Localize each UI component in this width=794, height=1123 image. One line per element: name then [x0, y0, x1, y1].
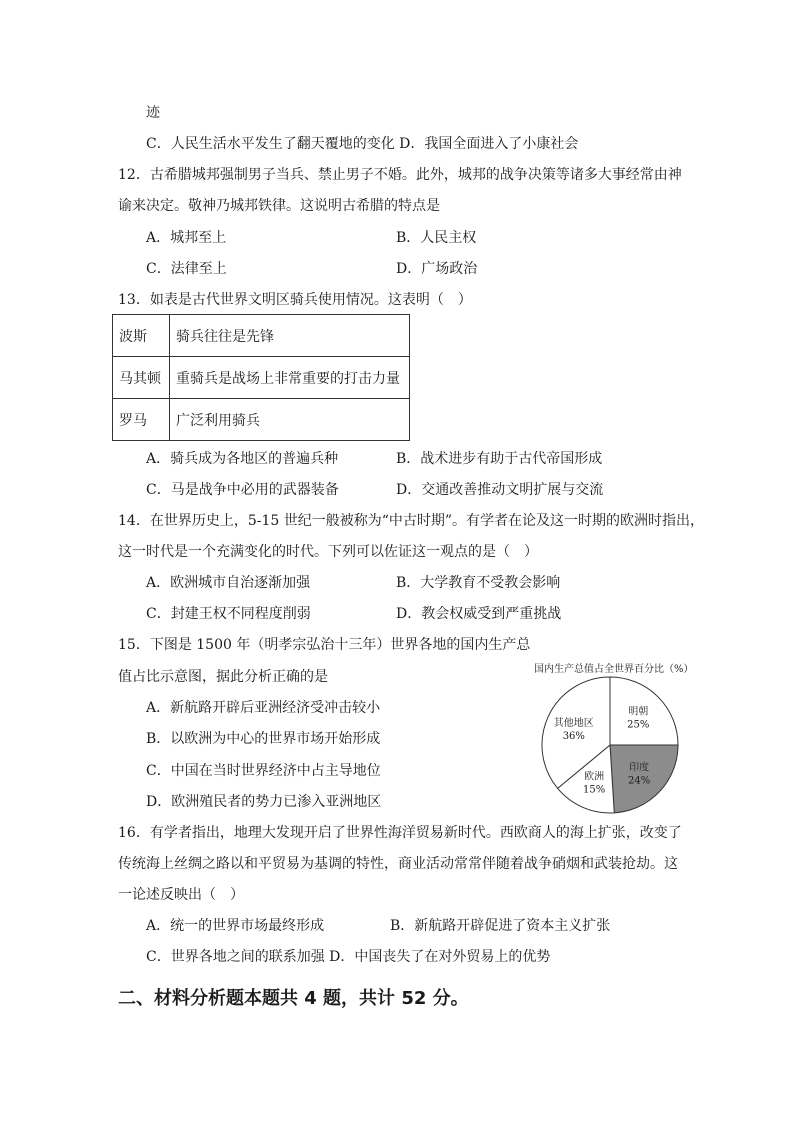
q15-option-a: A．新航路开辟后亚洲经济受冲击较小: [146, 700, 381, 716]
table-row: [113, 315, 410, 357]
q16-option-a: A．统一的世界市场最终形成: [146, 918, 325, 934]
q12-stem-line2: 谕来决定。敬神乃城邦铁律。这说明古希腊的特点是: [118, 198, 440, 214]
pie-slice-label: 明朝: [628, 706, 649, 718]
q12-option-b: B．人民主权: [396, 230, 477, 246]
q12-option-a: A．城邦至上: [146, 230, 227, 246]
q13-option-d: D．交通改善推动文明扩展与交流: [396, 482, 604, 498]
q14-stem-line2: 这一时代是一个充满变化的时代。下列可以佐证这一观点的是（ ）: [118, 544, 538, 560]
q14-stem-line1: 14．在世界历史上，5-15 世纪一般被称为“中古时期”。有学者在论及这一时期的欧洲时指出，: [118, 513, 705, 529]
q15-stem-line2: 值占比示意图，据此分析正确的是: [118, 669, 328, 685]
q15-stem-line1: 15．下图是 1500 年（明孝宗弘治十三年）世界各地的国内生产总: [118, 637, 531, 653]
table-cell-desc: 骑兵往往是先锋: [170, 315, 410, 357]
pie-slice-label: 欧洲: [584, 771, 605, 783]
pie-slice-value: 24%: [628, 775, 651, 787]
q13-option-c: C．马是战争中必用的武器装备: [146, 482, 339, 498]
table-row: [113, 399, 410, 441]
q15-option-c: C．中国在当时世界经济中占主导地位: [146, 763, 381, 779]
q15-option-d: D．欧洲殖民者的势力已渗入亚洲地区: [146, 794, 382, 810]
q12-stem-line1: 12．古希腊城邦强制男子当兵、禁止男子不婚。此外，城邦的战争决策等诸多大事经常由神: [118, 167, 682, 183]
q11-options-cd: C．人民生活水平发生了翻天覆地的变化 D．我国全面进入了小康社会: [146, 136, 579, 152]
gdp-pie-chart: [540, 675, 680, 815]
table-cell-region: 罗马: [113, 399, 170, 441]
chart-title: 国内生产总值占全世界百分比（%）: [534, 664, 694, 675]
q14-option-a: A．欧洲城市自治逐渐加强: [146, 575, 311, 591]
pie-slice-value: 15%: [582, 784, 606, 796]
q13-option-a: A．骑兵成为各地区的普遍兵种: [146, 451, 339, 467]
q13-stem: 13．如表是古代世界文明区骑兵使用情况。这表明（ ）: [118, 292, 472, 308]
q16-option-b: B．新航路开辟促进了资本主义扩张: [390, 918, 611, 934]
q16-stem-line1: 16．有学者指出，地理大发现开启了世界性海洋贸易新时代。西欧商人的海上扩张，改变了: [118, 825, 682, 841]
q16-option-cd: C．世界各地之间的联系加强 D．中国丧失了在对外贸易上的优势: [146, 949, 551, 965]
table-cell-desc: 广泛利用骑兵: [170, 399, 410, 441]
table-cell-region: 波斯: [113, 315, 170, 357]
table-cell-desc: 重骑兵是战场上非常重要的打击力量: [170, 357, 410, 399]
q11-tail-text: 迹: [146, 105, 160, 121]
cavalry-table: [112, 314, 410, 441]
q12-option-d: D．广场政治: [396, 261, 478, 277]
pie-slice-label: 其他地区: [553, 717, 594, 729]
pie-slice-value: 25%: [627, 719, 650, 731]
q16-stem-line3: 一论述反映出（ ）: [118, 887, 244, 903]
q14-option-c: C．封建王权不同程度削弱: [146, 606, 311, 622]
section-heading: 二、材料分析题本题共 4 题，共计 52 分。: [118, 988, 469, 1009]
table-row: [113, 357, 410, 399]
q13-option-b: B．战术进步有助于古代帝国形成: [396, 451, 603, 467]
pie-slice-value: 36%: [562, 730, 585, 742]
table-cell-region: 马其顿: [113, 357, 170, 399]
q14-option-d: D．教会权威受到严重挑战: [396, 606, 562, 622]
q15-option-b: B．以欧洲为中心的世界市场开始形成: [146, 731, 381, 747]
q14-option-b: B．大学教育不受教会影响: [396, 575, 561, 591]
q16-stem-line2: 传统海上丝绸之路以和平贸易为基调的特性，商业活动常常伴随着战争硝烟和武装抢劫。这: [118, 856, 678, 872]
pie-slice-label: 印度: [629, 762, 650, 774]
q12-option-c: C．法律至上: [146, 261, 227, 277]
